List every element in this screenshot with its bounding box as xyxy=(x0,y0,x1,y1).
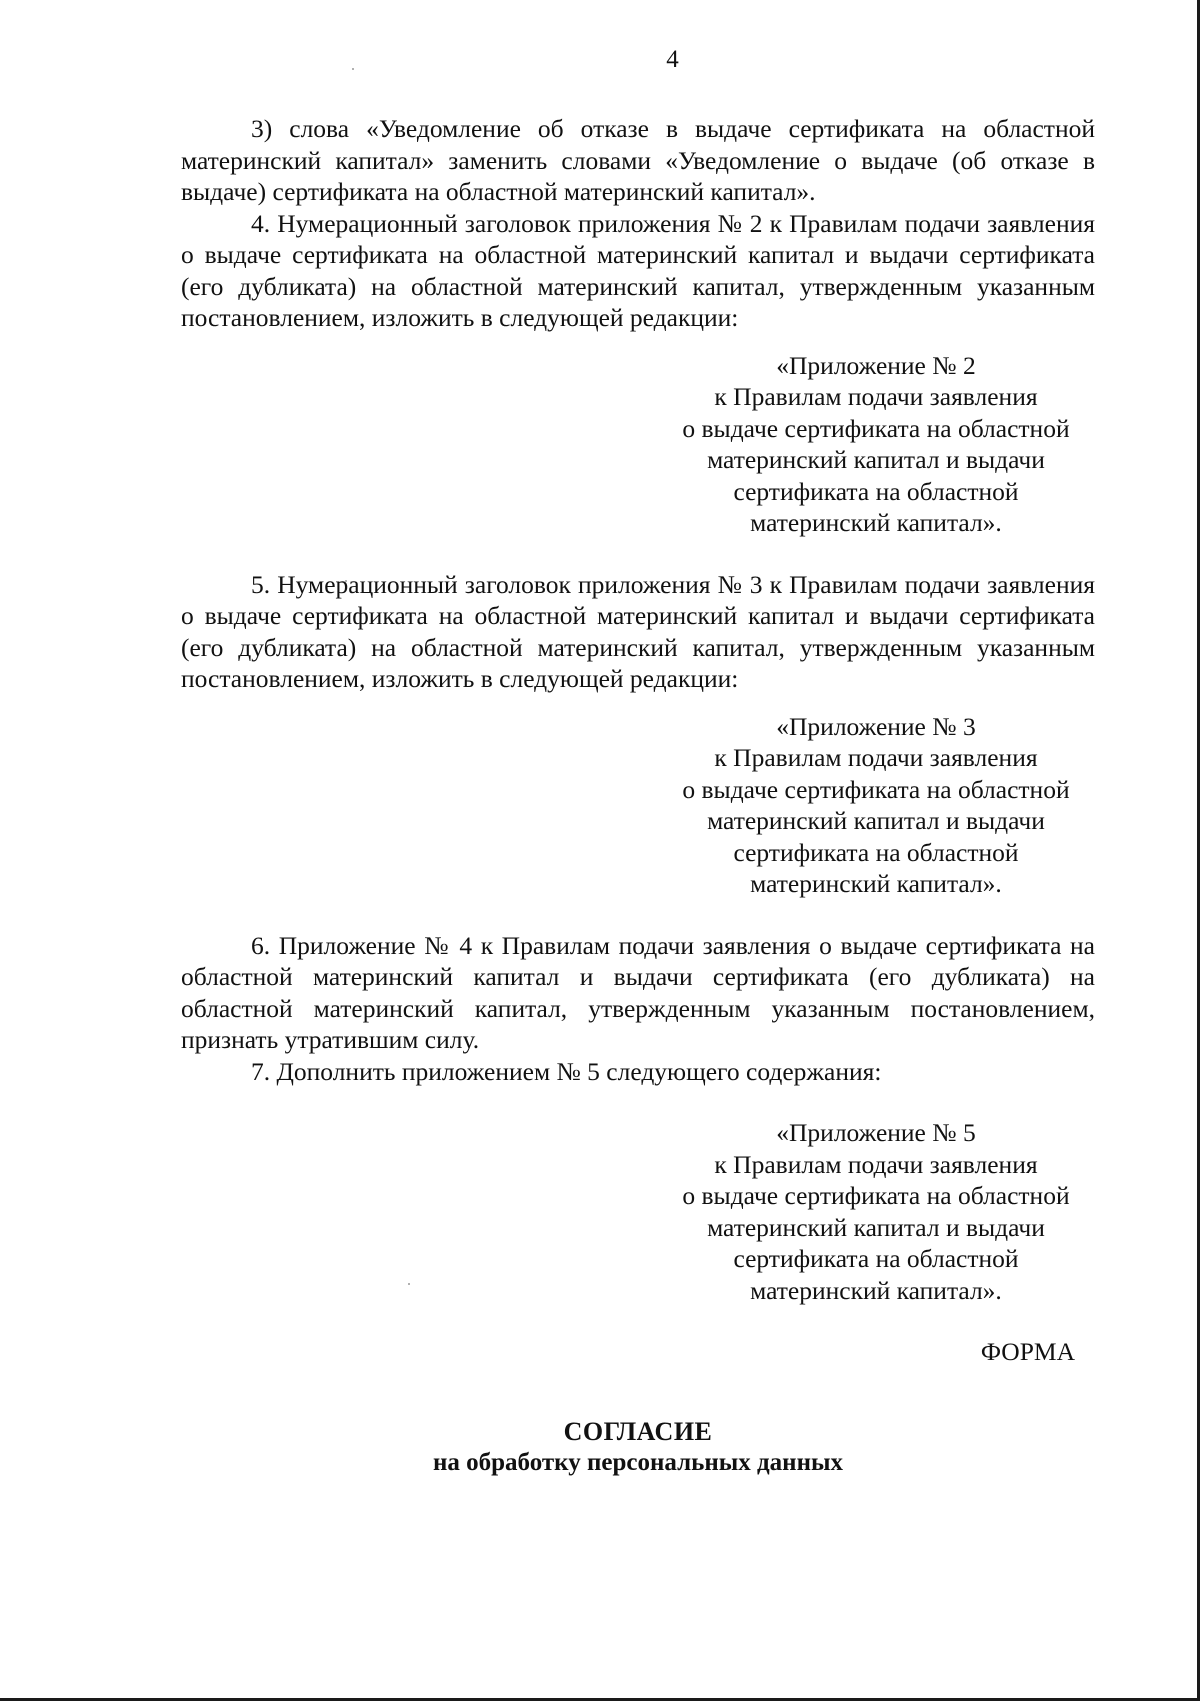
appendix-line: материнский капитал». xyxy=(750,869,1002,898)
appendix-line: материнский капитал». xyxy=(750,1275,1002,1305)
appendix-3-heading xyxy=(661,711,1091,900)
paragraph-4: 4. Нумерационный заголовок приложения № 2 к Правилам подачи заявления о выдаче сертификата на областной материнский капитал и выдачи сертификата (его дубликата) на областной материнский капитал, утвержденным указанным постановлением, изложить в следующей редакции: xyxy=(181,208,1095,332)
appendix-2-heading xyxy=(661,350,1091,539)
appendix-line: к Правилам подачи заявления xyxy=(714,743,1038,772)
consent-title-block xyxy=(181,1416,1095,1479)
appendix-line: сертификата на областной xyxy=(733,837,1019,867)
form-label: ФОРМА xyxy=(980,1337,1075,1366)
appendix-line: к Правилам подачи заявления xyxy=(714,382,1038,411)
appendix-line: сертификата на областной xyxy=(733,1244,1019,1273)
appendix-line: материнский капитал и выдачи xyxy=(707,445,1045,474)
paragraph-6: 6. Приложение № 4 к Правилам подачи заявления о выдаче сертификата на областной материнский капитал и выдачи сертификата (его дубликата) на областной материнский капитал, утвержденным указанным постановлением, признать утратившим силу. xyxy=(181,930,1095,1054)
appendix-line: материнский капитал и выдачи xyxy=(707,806,1045,835)
appendix-line: о выдаче сертификата на областной xyxy=(682,1181,1070,1210)
appendix-line: материнский капитал и выдачи xyxy=(707,1212,1045,1242)
document-body xyxy=(181,113,1095,1479)
consent-subtitle: на обработку персональных данных xyxy=(433,1449,843,1476)
appendix-line: о выдаче сертификата на областной xyxy=(682,413,1070,443)
appendix-line: о выдаче сертификата на областной xyxy=(682,774,1070,804)
appendix-line: «Приложение № 3 xyxy=(776,711,976,741)
appendix-line: сертификата на областной xyxy=(733,476,1019,506)
appendix-line: материнский капитал». xyxy=(750,508,1002,537)
paragraph-5: 5. Нумерационный заголовок приложения № 3 к Правилам подачи заявления о выдаче сертификата на областной материнский капитал и выдачи сертификата (его дубликата) на областной материнский капитал, утвержденным указанным постановлением, изложить в следующей редакции: xyxy=(181,569,1095,693)
appendix-line: «Приложение № 2 xyxy=(776,350,976,380)
page-number: 4 xyxy=(666,46,679,73)
appendix-line: «Приложение № 5 xyxy=(776,1118,976,1147)
paragraph-3: 3) слова «Уведомление об отказе в выдаче сертификата на областной материнский капитал» заменить словами «Уведомление о выдаче (об отказе в выдаче) сертификата на областной материнский капитал». xyxy=(181,114,1095,206)
appendix-5-heading xyxy=(661,1117,1091,1306)
consent-title: СОГЛАСИЕ xyxy=(563,1416,713,1446)
appendix-line: к Правилам подачи заявления xyxy=(714,1149,1038,1179)
paragraph-7: 7. Дополнить приложением № 5 следующего содержания: xyxy=(251,1056,882,1086)
